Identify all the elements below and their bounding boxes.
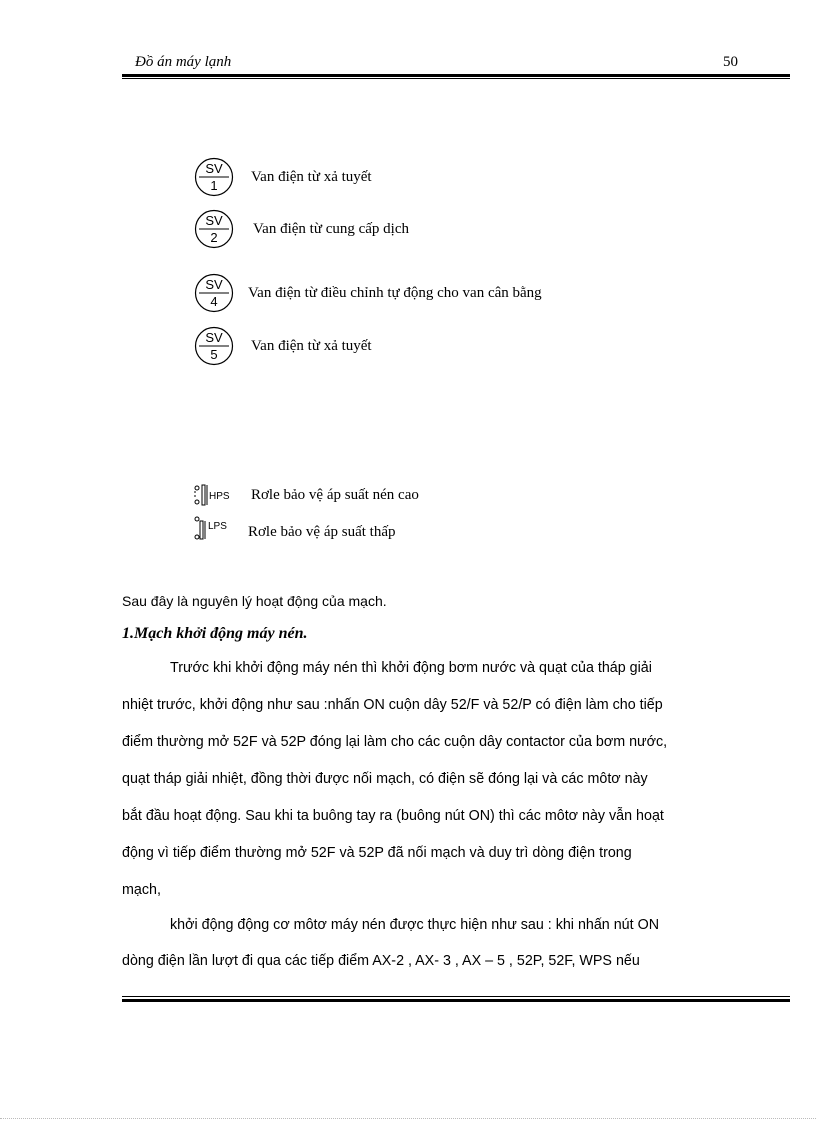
valve-label: Van điện từ xả tuyết [251, 169, 372, 185]
paragraph-line: bắt đầu hoạt động. Sau khi ta buông tay ra (buông nút ON) thì các môtơ này vẫn hoạt [122, 808, 664, 824]
relay-label: Rơle bảo vệ áp suất thấp [248, 524, 396, 540]
header-title: Đồ án máy lạnh [135, 54, 232, 70]
header-rule-thin [122, 78, 790, 79]
valve-label: Van điện từ cung cấp dịch [253, 221, 409, 237]
valve-symbol-sv1 [194, 157, 234, 197]
paragraph-line: mạch, [122, 882, 161, 898]
paragraph-line: khởi động động cơ môtơ máy nén được thực hiện như sau : khi nhấn nút ON [170, 917, 660, 933]
footer-rule [122, 999, 790, 1002]
valve-bottom-text: 5 [210, 347, 218, 362]
section-heading: 1.Mạch khởi động máy nén. [122, 625, 308, 642]
relay-code: HPS [209, 491, 230, 502]
valve-top-text: SV [205, 277, 223, 292]
valve-symbol-sv4 [194, 273, 234, 313]
relay-code: LPS [208, 521, 227, 532]
valve-top-text: SV [205, 213, 223, 228]
hps-relay-symbol [193, 483, 239, 512]
paragraph-line: dòng điện lần lượt đi qua các tiếp điểm AX-2 , AX- 3 , AX – 5 , 52P, 52F, WPS nếu [122, 953, 640, 969]
paragraph-line: quạt tháp giải nhiệt, đồng thời được nối mạch, có điện sẽ đóng lại và các môtơ này [122, 771, 648, 787]
relay-label: Rơle bảo vệ áp suất nén cao [251, 487, 419, 503]
valve-bottom-text: 4 [210, 294, 218, 309]
paragraph-line: động vì tiếp điểm thường mở 52F và 52P đã nối mạch và duy trì dòng điện trong [122, 845, 632, 861]
valve-top-text: SV [205, 161, 223, 176]
page-number: 50 [723, 54, 738, 70]
valve-label: Van điện từ điều chỉnh tự động cho van cân bằng [248, 285, 542, 301]
valve-label: Van điện từ xả tuyết [251, 338, 372, 354]
intro-text: Sau đây là nguyên lý hoạt động của mạch. [122, 593, 387, 609]
header-rule [122, 74, 790, 77]
page-edge [0, 1118, 816, 1119]
valve-symbol-sv2 [194, 209, 234, 249]
valve-bottom-text: 1 [210, 178, 218, 193]
lps-relay-symbol [193, 515, 239, 546]
valve-bottom-text: 2 [210, 230, 218, 245]
paragraph-line: điểm thường mở 52F và 52P đóng lại làm cho các cuộn dây contactor của bơm nước, [122, 734, 668, 750]
paragraph-line: nhiệt trước, khởi động như sau :nhấn ON cuộn dây 52/F và 52/P có điện làm cho tiếp [122, 697, 663, 713]
valve-symbol-sv5 [194, 326, 234, 366]
footer-rule-thin [122, 996, 790, 997]
valve-top-text: SV [205, 330, 223, 345]
paragraph-line: Trước khi khởi động máy nén thì khởi động bơm nước và quạt của tháp giải [170, 660, 652, 676]
